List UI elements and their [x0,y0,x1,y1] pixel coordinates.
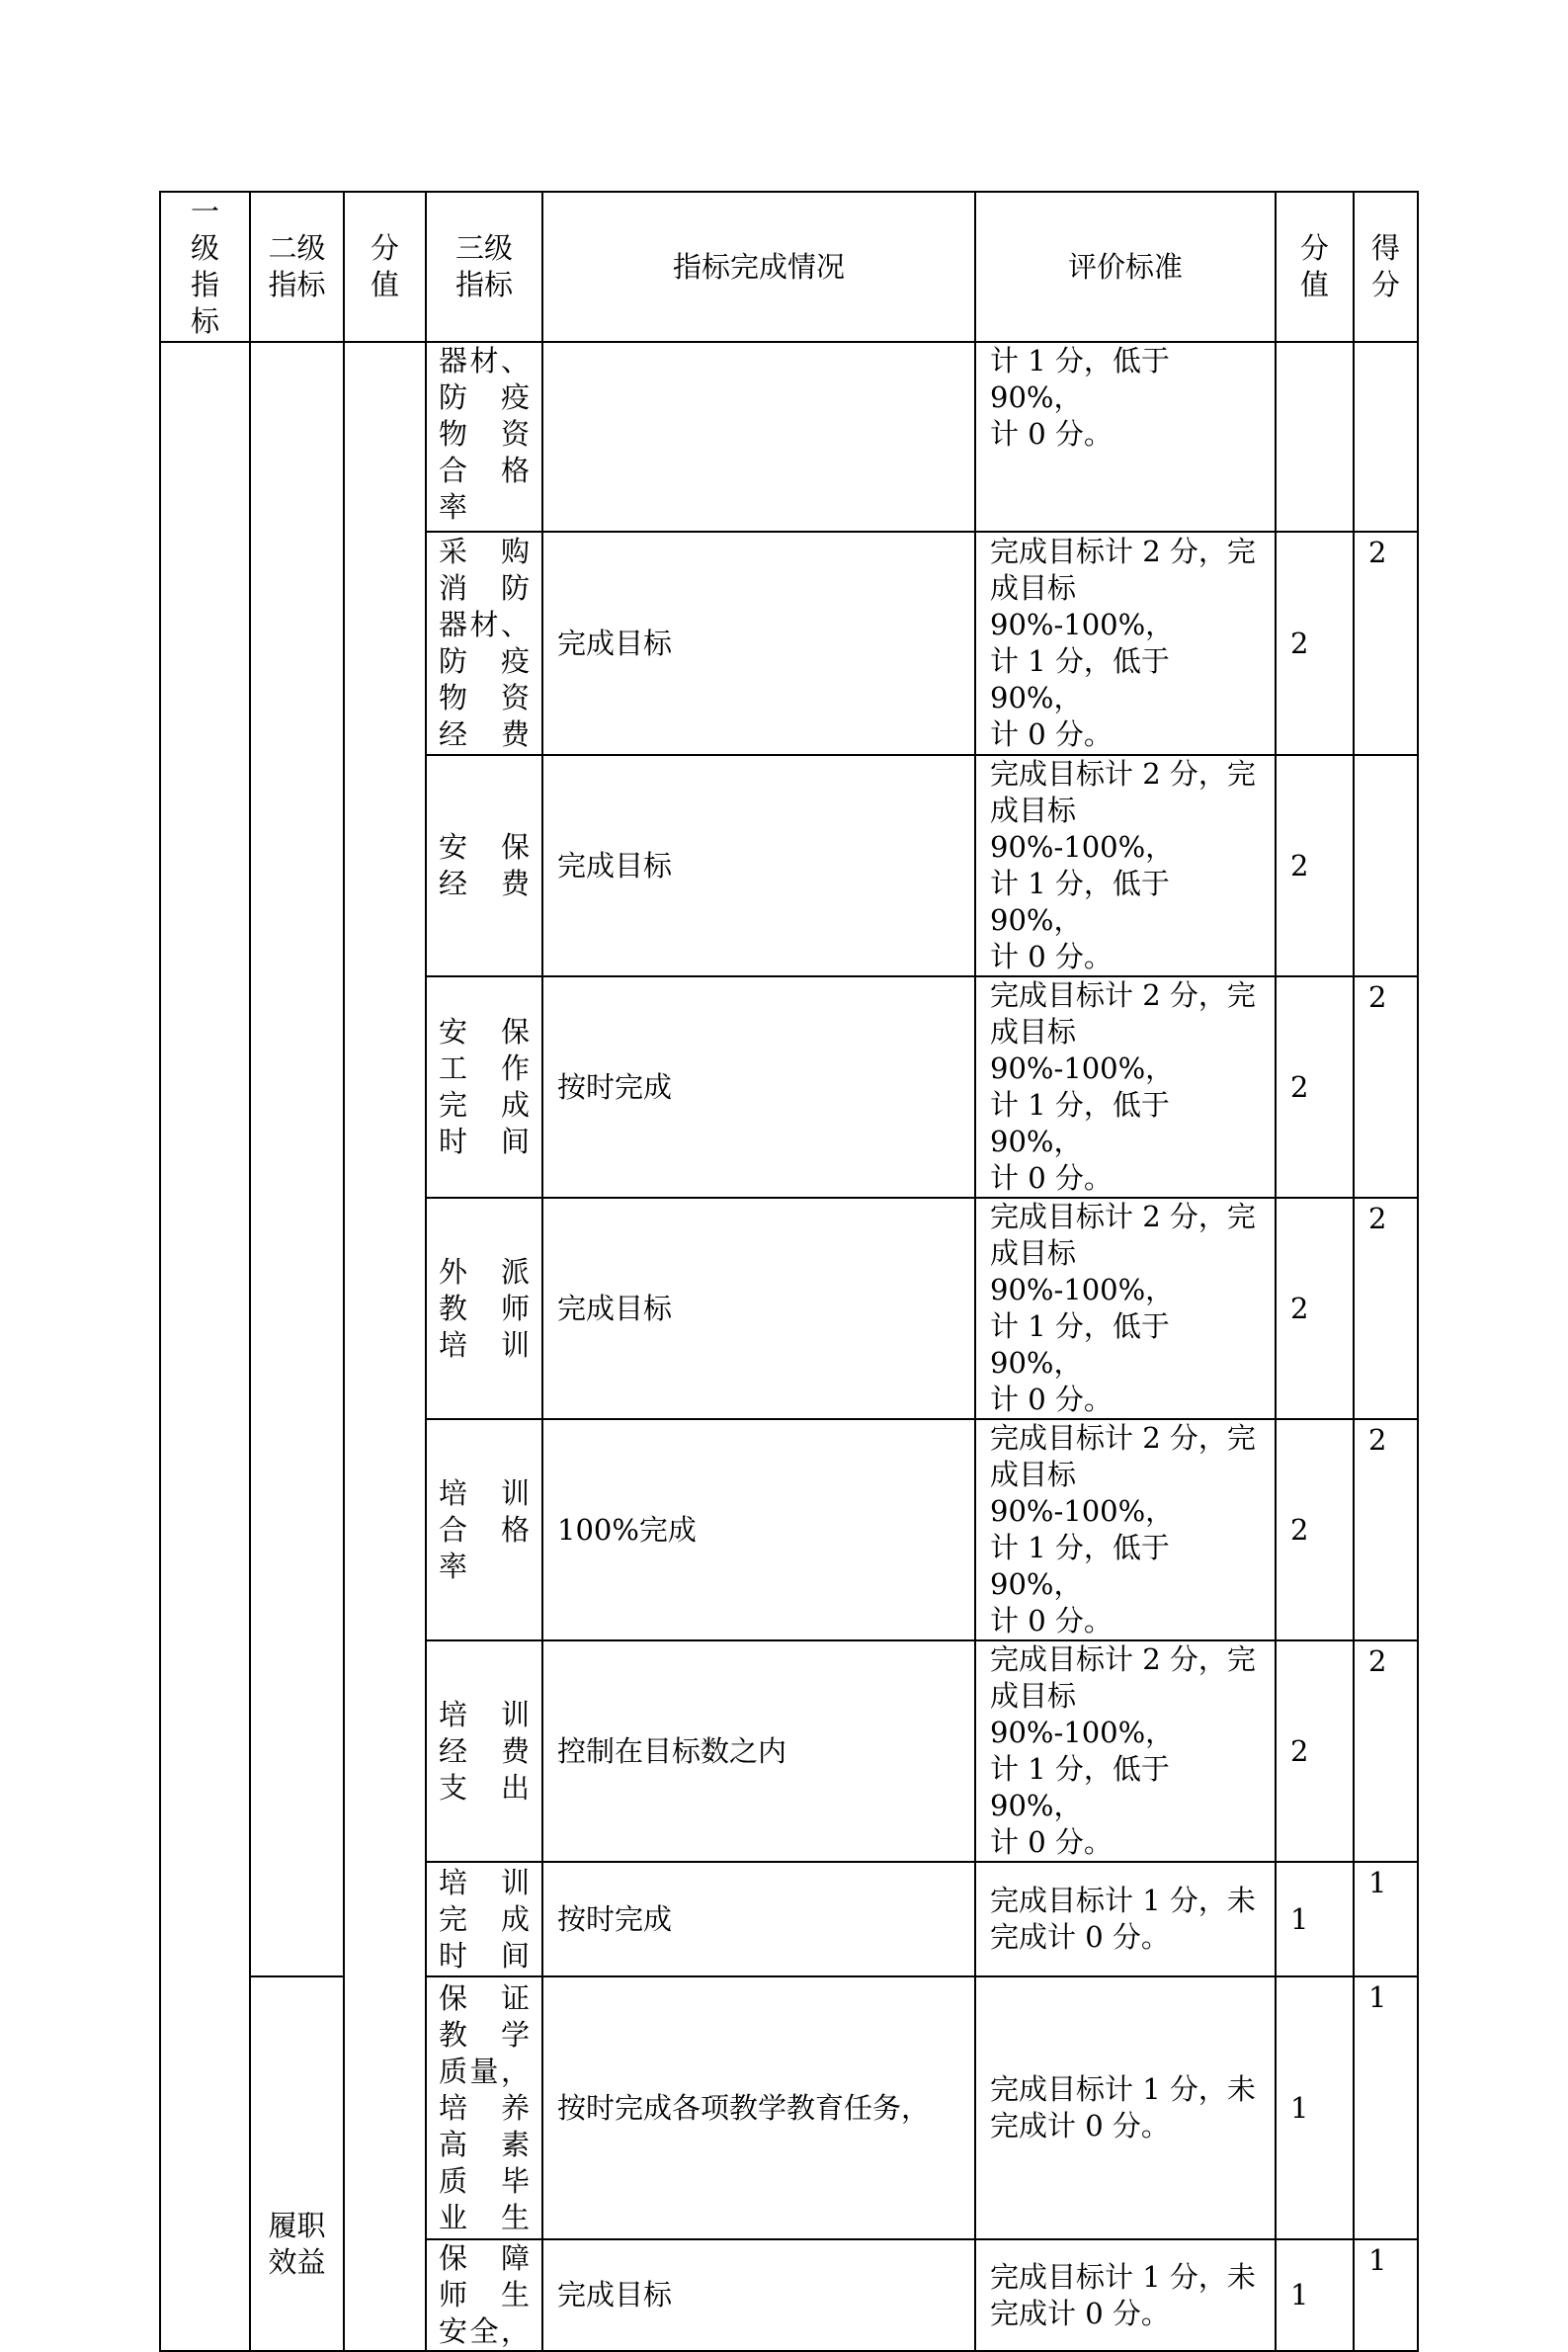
indicator-name [426,1419,542,1640]
cell-text-line: 计 1 分，低于 90%， [990,344,1170,414]
cell-text-line: 业生 [439,2200,530,2234]
evaluation-criteria [975,1976,1276,2239]
score-value: 2 [1354,1640,1418,1862]
header-text-line: 值 [1299,268,1329,301]
header-text-line: 分 [1299,231,1329,265]
cell-text-line: 成目标 90%-100%， [990,794,1175,864]
cell-text-line: 安保 [439,830,530,864]
cell-text-line: 培训 [439,1327,530,1362]
indicator-name [426,1862,542,1976]
completion-status: 按时完成 [542,1862,975,1976]
cell-text-line: 合格 [439,454,530,487]
level2-cell-lower [250,1976,344,2351]
cell-text-line: 完成目标计 2 分，完 [990,978,1256,1012]
evaluation-criteria [975,342,1276,532]
indicator-name [426,755,542,976]
completion-status [542,342,975,532]
cell-text-line: 计 1 分，低于 90%， [990,1531,1170,1601]
cell-text-line: 完成 [439,1088,530,1122]
header-level1 [160,192,250,342]
header-text-line: 一 [190,195,219,228]
header-text-line: 得 [1370,231,1400,265]
cell-text-line: 计 1 分，低于 90%， [990,1309,1170,1380]
completion-status: 完成目标 [542,755,975,976]
completion-status: 100%完成 [542,1419,975,1640]
points-value: 2 [1276,1419,1354,1640]
cell-text-line: 教师 [439,1291,530,1325]
cell-text-line: 完成计 0 分。 [990,2296,1170,2330]
header-criteria: 评价标准 [975,192,1276,342]
table-row [160,342,1418,532]
completion-status: 完成目标 [542,1198,975,1419]
cell-text-line: 效益 [268,2245,326,2279]
score-value [1354,755,1418,976]
cell-text-line: 率 [439,1549,468,1583]
cell-text-line: 高素 [439,2127,530,2161]
cell-text-line: 物资 [439,681,530,714]
evaluation-criteria [975,976,1276,1198]
cell-text-line: 教学 [439,2017,530,2052]
points-value: 1 [1276,1976,1354,2239]
cell-text-line: 成目标 90%-100%， [990,571,1175,641]
cell-text-line: 培养 [439,2090,530,2125]
completion-status: 按时完成各项教学教育任务， [542,1976,975,2239]
cell-text-line: 保证 [439,1980,530,2015]
points-value: 1 [1276,2239,1354,2351]
evaluation-criteria [975,1198,1276,1419]
indicator-name [426,1640,542,1862]
cell-text-line: 合格 [439,1512,530,1547]
header-text-line: 值 [370,268,399,301]
cell-text-line: 计 1 分，低于 90%， [990,644,1170,714]
cell-text-line: 完成目标计 2 分，完 [990,535,1256,568]
points-value [1276,342,1354,532]
indicator-name [426,2239,542,2351]
cell-text-line: 完成目标计 2 分，完 [990,1421,1256,1455]
header-text-line: 标 [190,304,219,338]
cell-text-line: 培训 [439,1475,530,1510]
cell-text-line: 成目标 90%-100%， [990,1458,1175,1528]
header-score [1354,192,1418,342]
cell-text-line: 保障 [439,2241,530,2275]
cell-text-line: 计 1 分，低于 90%， [990,867,1170,937]
cell-text-line: 时间 [439,1125,530,1158]
cell-text-line: 消防 [439,571,530,605]
score-value: 2 [1354,1419,1418,1640]
header-row [160,192,1418,342]
cell-text-line: 外派 [439,1254,530,1289]
score-value [1354,342,1418,532]
score-value: 2 [1354,976,1418,1198]
cell-text-line: 培训 [439,1865,530,1899]
cell-text-line: 防疫 [439,380,530,414]
points-value: 1 [1276,1862,1354,1976]
cell-text-line: 成目标 90%-100%， [990,1679,1175,1749]
evaluation-criteria [975,2239,1276,2351]
score-value: 1 [1354,1976,1418,2239]
header-text-line: 分 [1370,268,1400,301]
header-level3 [426,192,542,342]
evaluation-criteria [975,532,1276,755]
cell-text-line: 安全， [439,2314,530,2348]
cell-text-line: 履职 [268,2209,326,2242]
cell-text-line: 完成计 0 分。 [990,1920,1170,1954]
header-text-line: 三级 [454,231,513,265]
cell-text-line: 成目标 90%-100%， [990,1236,1175,1306]
cell-text-line: 完成计 0 分。 [990,2109,1170,2142]
cell-text-line: 计 1 分，低于 90%， [990,1752,1170,1822]
completion-status: 完成目标 [542,532,975,755]
cell-text-line: 支出 [439,1770,530,1805]
header-text-line: 二级 [268,231,326,265]
cell-text-line: 采购 [439,535,530,568]
cell-text-line: 完成目标计 2 分，完 [990,1200,1256,1233]
indicator-name [426,342,542,532]
completion-status: 完成目标 [542,2239,975,2351]
cell-text-line: 经费 [439,717,530,751]
evaluation-criteria [975,1640,1276,1862]
indicator-name [426,532,542,755]
score-value: 1 [1354,2239,1418,2351]
indicator-name [426,1198,542,1419]
evaluation-criteria [975,755,1276,976]
cell-text-line: 完成 [439,1901,530,1936]
cell-text-line: 经费 [439,1733,530,1768]
cell-text-line: 经费 [439,867,530,900]
indicator-name [426,976,542,1198]
cell-text-line: 计 0 分。 [990,1825,1113,1859]
evaluation-criteria [975,1419,1276,1640]
cell-text-line: 计 0 分。 [990,940,1113,973]
completion-status: 按时完成 [542,976,975,1198]
cell-text-line: 完成目标计 1 分，未 [990,2072,1256,2106]
score-value: 1 [1354,1862,1418,1976]
evaluation-table [159,191,1419,2352]
header-points [344,192,426,342]
score-value: 2 [1354,532,1418,755]
cell-text-line: 计 0 分。 [990,1604,1113,1638]
cell-text-line: 完成目标计 1 分，未 [990,2259,1256,2294]
level2-cell-upper [250,342,344,1976]
header-status: 指标完成情况 [542,192,975,342]
cell-text-line: 计 0 分。 [990,1161,1113,1195]
cell-text-line: 工作 [439,1051,530,1085]
cell-text-line: 完成目标计 2 分，完 [990,1642,1256,1676]
score-value: 2 [1354,1198,1418,1419]
cell-text-line: 计 0 分。 [990,417,1113,451]
points-cell [344,342,426,2351]
cell-text-line: 时间 [439,1938,530,1973]
level1-cell [160,342,250,2351]
cell-text-line: 计 0 分。 [990,1383,1113,1416]
cell-text-line: 完成目标计 1 分，未 [990,1884,1256,1917]
cell-text-line: 完成目标计 2 分，完 [990,757,1256,791]
cell-text-line: 成目标 90%-100%， [990,1015,1175,1085]
header-text-line: 指标 [268,268,326,301]
points-value: 2 [1276,1640,1354,1862]
points-value: 2 [1276,976,1354,1198]
cell-text-line: 安保 [439,1015,530,1049]
header-text-line: 指 [190,268,219,301]
header-text-line: 分 [370,231,399,265]
completion-status: 控制在目标数之内 [542,1640,975,1862]
cell-text-line: 防疫 [439,644,530,678]
cell-text-line: 计 1 分，低于 90%， [990,1088,1170,1158]
cell-text-line: 质毕 [439,2163,530,2198]
indicator-name [426,1976,542,2239]
header-level2 [250,192,344,342]
header-text-line: 级 [190,231,219,265]
cell-text-line: 器材、 [439,608,530,641]
cell-text-line: 物资 [439,417,530,451]
cell-text-line: 师生 [439,2278,530,2311]
evaluation-criteria [975,1862,1276,1976]
cell-text-line: 质量， [439,2054,530,2088]
cell-text-line: 器材、 [439,344,530,378]
header-points-2 [1276,192,1354,342]
points-value: 2 [1276,1198,1354,1419]
header-text-line: 指标 [454,268,513,301]
cell-text-line: 率 [439,490,468,524]
cell-text-line: 培训 [439,1697,530,1731]
points-value: 2 [1276,532,1354,755]
points-value: 2 [1276,755,1354,976]
cell-text-line: 计 0 分。 [990,717,1113,751]
